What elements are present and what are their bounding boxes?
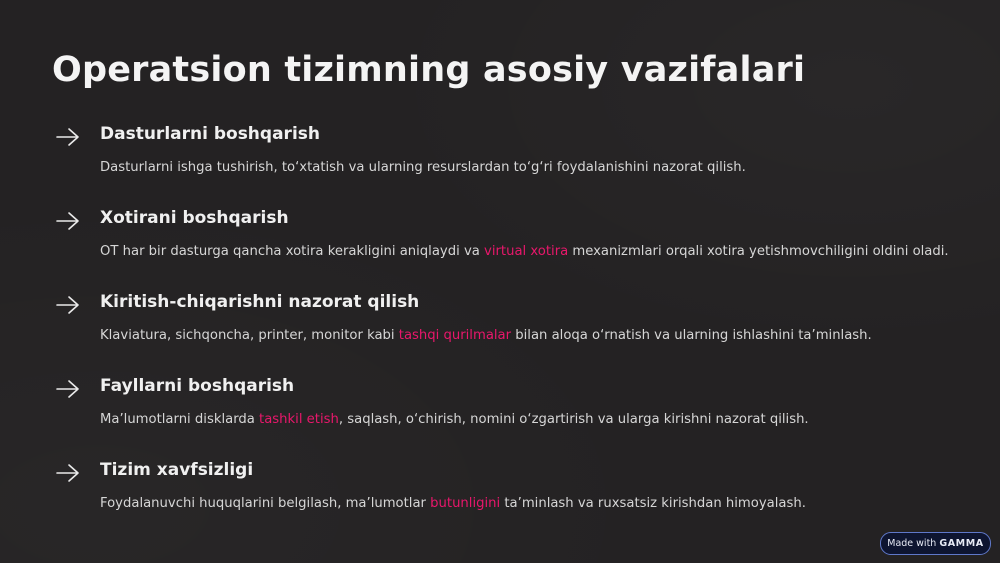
item-desc-text: , saqlash, o‘chirish, nomini o‘zgartirish va ularga kirishni nazorat qilish. [338,412,809,427]
item-title: Kiritish-chiqarishni nazorat qilish [100,292,420,312]
item-desc-text: Foydalanuvchi huquqlarini belgilash, ma’lumotlar [100,496,431,511]
item-description [100,160,746,175]
item-title: Tizim xavfsizligi [100,460,254,480]
item-desc-text: Klaviatura, sichqoncha, printer, monitor kabi [100,328,399,343]
arrow-right-icon [55,127,81,147]
item-desc-text: mexanizmlari orqali xotira yetishmovchiligini oldini oladi. [568,244,949,259]
item-desc-highlight: tashkil etish [259,412,339,427]
item-description [100,412,809,427]
item-desc-text: bilan aloqa o‘rnatish va ularning ishlashini ta’minlash. [511,328,872,343]
arrow-right-icon [55,295,81,315]
item-desc-text: ta’minlash va ruxsatsiz kirishdan himoyalash. [500,496,806,511]
item-title: Dasturlarni boshqarish [100,124,320,144]
item-desc-text: Ma’lumotlarni disklarda [100,412,260,427]
arrow-right-icon [55,211,81,231]
arrow-right-icon [55,379,81,399]
made-with-gamma-badge[interactable] [880,532,991,555]
item-desc-text: Dasturlarni ishga tushirish, to‘xtatish va ularning resurslardan to‘g‘ri foydalanishini nazorat qilish. [100,160,746,175]
item-desc-highlight: butunligini [430,496,501,511]
gamma-logo: GAMMA [939,538,984,549]
badge-prefix: Made with [887,538,937,549]
arrow-right-icon [55,463,81,483]
item-title: Xotirani boshqarish [100,208,289,228]
item-description [100,328,872,343]
item-desc-highlight: tashqi qurilmalar [398,328,512,343]
item-title: Fayllarni boshqarish [100,376,295,396]
slide-title: Operatsion tizimning asosiy vazifalari [52,50,806,90]
item-desc-highlight: virtual xotira [484,244,569,259]
item-description [100,496,806,511]
item-description [100,244,949,259]
item-desc-text: OT har bir dasturga qancha xotira kerakligini aniqlaydi va [100,244,485,259]
